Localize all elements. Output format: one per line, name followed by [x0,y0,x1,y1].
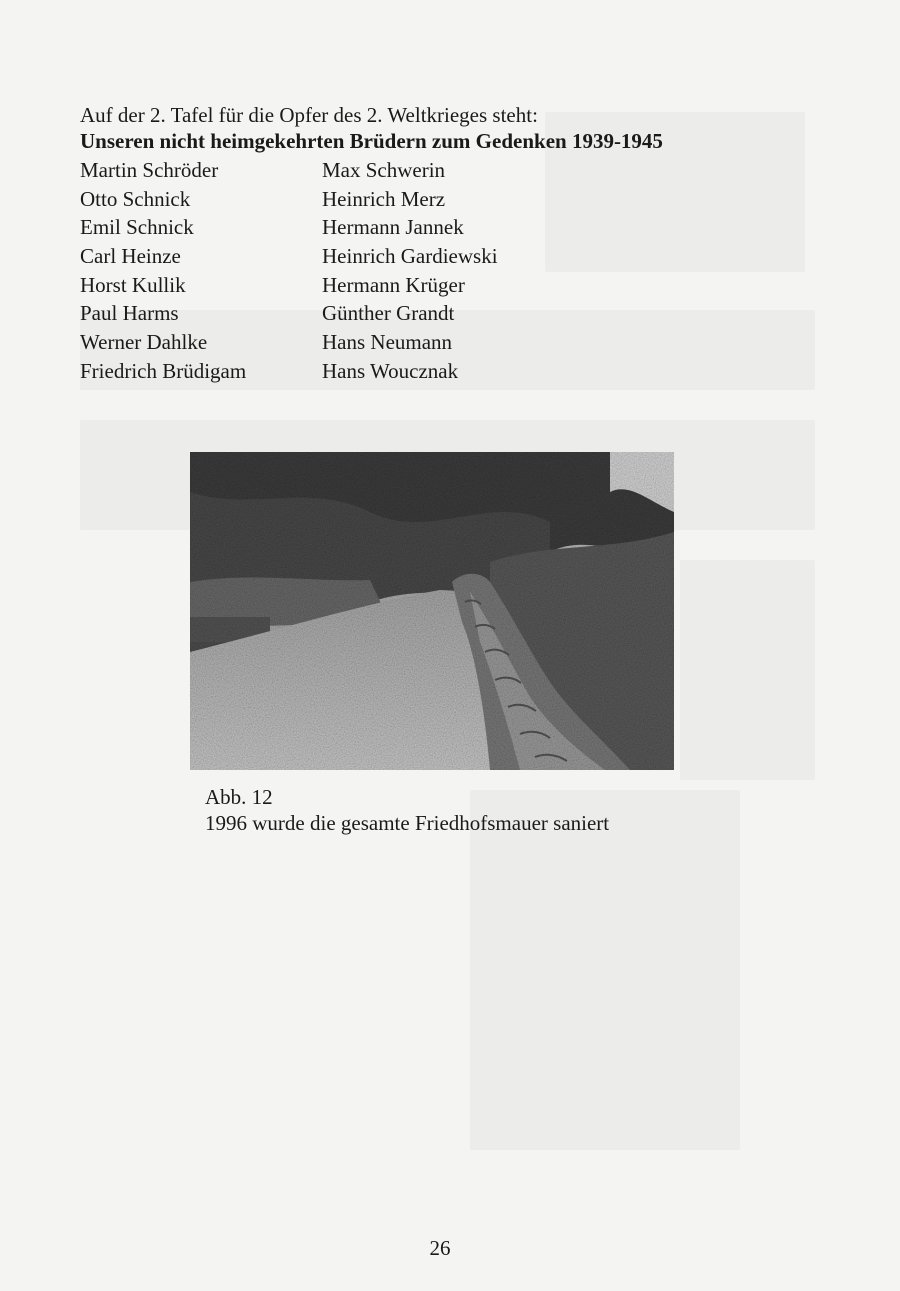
name-entry: Otto Schnick [80,186,191,211]
intro-line: Auf der 2. Tafel für die Opfer des 2. Weltkrieges steht: [80,103,538,127]
name-entry: Max Schwerin [322,158,446,182]
name-entry: Paul Harms [80,301,179,326]
name-entry: Werner Dahlke [80,330,208,355]
memorial-heading: Unseren nicht heimgekehrten Brüdern zum Gedenken 1939-1945 [80,129,663,153]
churchyard-wall-photo [190,452,674,770]
names-column-left [80,156,246,386]
name-entry: Günther Grandt [322,301,455,326]
name-entry: Friedrich Brüdigam [80,358,247,383]
name-entry: Martin Schröder [80,158,219,182]
name-entry: Hermann Krüger [322,272,465,297]
photo-churchyard-wall-icon [190,452,674,770]
name-entry: Hans Woucznak [322,358,459,383]
show-through-block [680,560,815,780]
page-number: 26 [429,1236,451,1260]
name-entry: Emil Schnick [80,215,194,240]
names-column-right [322,156,498,386]
figure-label: Abb. 12 [205,785,273,809]
name-entry: Heinrich Gardiewski [322,244,498,269]
name-entry: Carl Heinze [80,244,181,269]
figure-caption-text: 1996 wurde die gesamte Friedhofsmauer saniert [205,811,610,835]
show-through-block [470,790,740,1150]
name-entry: Heinrich Merz [322,186,446,211]
name-entry: Horst Kullik [80,272,186,297]
figure-caption [205,784,609,836]
name-entry: Hermann Jannek [322,215,464,240]
name-entry: Hans Neumann [322,330,453,355]
